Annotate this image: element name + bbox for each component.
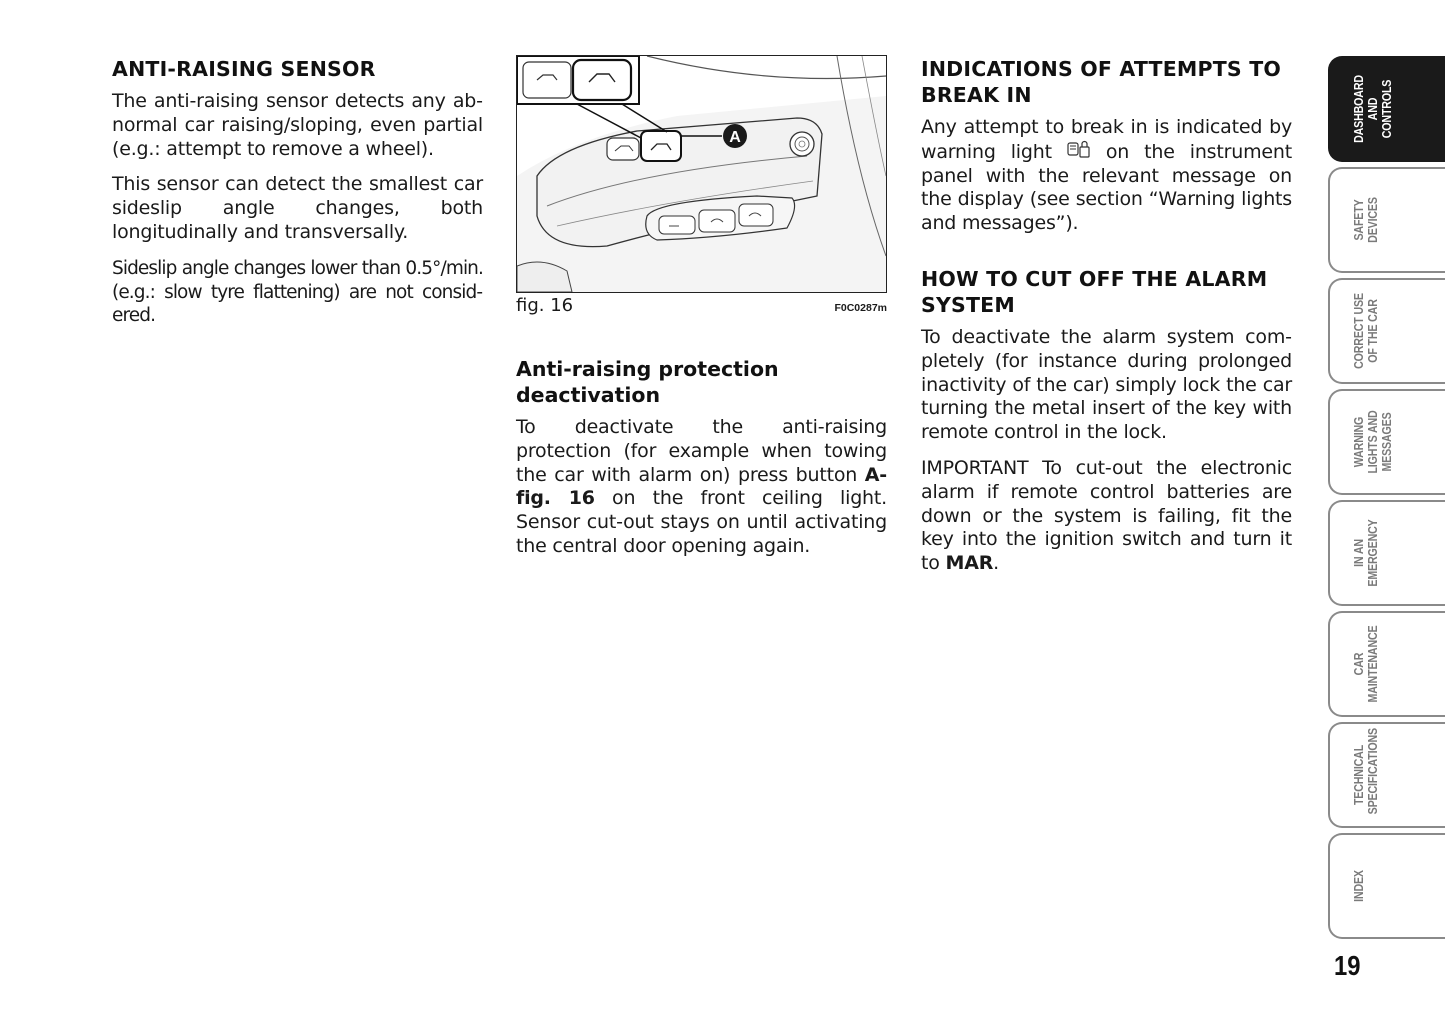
heading-cut-off-alarm: HOW TO CUT OFF THE ALARM SYSTEM — [921, 266, 1268, 317]
paragraph-deactivate-alarm: To deactivate the alarm system completely (for instance during prolonged inactivity of the car) simply lock the car turning the metal insert of the key with remote control in the lock. — [921, 325, 1292, 444]
figure-code: F0C0287m — [834, 302, 887, 314]
break-in-text-end: on the instrument panel with the relevant message on the display (see section “Warning lights and messages”). — [921, 140, 1292, 235]
important-text-end: . — [993, 552, 1000, 575]
tab-correct-use[interactable] — [1328, 278, 1445, 384]
tab-car-maintenance[interactable] — [1328, 611, 1445, 717]
tab-technical-specifications[interactable] — [1328, 722, 1445, 828]
callout-a-label: A — [729, 129, 741, 146]
figure-ceiling-light-illustration — [516, 55, 887, 293]
column-break-in-and-cutoff — [921, 56, 1292, 588]
alarm-warning-light-icon — [1067, 140, 1091, 160]
tab-in-an-emergency-label: IN AN EMERGENCY — [1351, 519, 1380, 587]
tab-technical-specifications-label: TECHNICAL SPECIFICATIONS — [1351, 728, 1380, 815]
column-anti-raising-sensor — [112, 56, 483, 340]
deactivation-text-end: on the front ceiling light. Sensor cut-out stays on until activating the central door opening again. — [516, 487, 887, 557]
paragraph-break-in-warning — [921, 116, 1292, 236]
tab-safety-devices-label: SAFETY DEVICES — [1351, 197, 1380, 243]
paragraph-sideslip-threshold: Sideslip angle changes lower than 0.5°/min. (e.g.: slow tyre flattening) are not considered. — [112, 257, 483, 327]
tab-warning-lights[interactable] — [1328, 389, 1445, 495]
paragraph-deactivation-instructions — [516, 416, 887, 559]
heading-anti-raising-sensor: ANTI-RAISING SENSOR — [112, 57, 376, 81]
section-tab-strip — [1328, 56, 1445, 946]
tab-warning-lights-label: WARNING LIGHTS AND MESSAGES — [1351, 410, 1394, 474]
tab-index[interactable] — [1328, 833, 1445, 939]
heading-indications-break-in: INDICATIONS OF ATTEMPTS TO BREAK IN — [921, 57, 1282, 107]
column-figure-and-deactivation — [516, 56, 887, 571]
ceiling-light-drawing — [517, 56, 886, 292]
tab-index-label: INDEX — [1351, 870, 1366, 902]
figure-label: fig. 16 — [516, 295, 574, 316]
paragraph-important-cutout — [921, 457, 1292, 576]
page-number: 19 — [1334, 950, 1361, 981]
break-in-text-start: Any attempt to break in is indicated by warning light — [921, 116, 1292, 163]
important-text-start: IMPORTANT To cut-out the electronic alarm if remote control batteries are down or the system is failing, fit the key into the ignition switch and turn it to — [921, 456, 1292, 575]
deactivation-text-start: To deactivate the anti-raising protection (for example when towing the car with alarm on) press button — [516, 416, 887, 486]
mar-position: MAR — [945, 552, 994, 575]
tab-dashboard-and-controls-label: DASHBOARD AND CONTROLS — [1351, 75, 1394, 143]
tab-correct-use-label: CORRECT USE OF THE CAR — [1351, 293, 1380, 369]
paragraph-sensor-sideslip: This sensor can detect the smallest car sideslip angle changes, both longitudinally and transversally. — [112, 173, 483, 243]
tab-dashboard-and-controls[interactable] — [1328, 56, 1445, 162]
figure-caption — [516, 295, 887, 316]
tab-safety-devices[interactable] — [1328, 167, 1445, 273]
heading-anti-raising-deactivation: Anti-raising protection deactivation — [516, 357, 779, 407]
tab-in-an-emergency[interactable] — [1328, 500, 1445, 606]
figure-reference: A-fig. 16 — [516, 463, 887, 510]
tab-car-maintenance-label: CAR MAINTENANCE — [1351, 625, 1380, 703]
paragraph-sensor-detects: The anti-raising sensor detects any abnormal car raising/sloping, even partial (e.g.: attempt to remove a wheel). — [112, 90, 483, 160]
